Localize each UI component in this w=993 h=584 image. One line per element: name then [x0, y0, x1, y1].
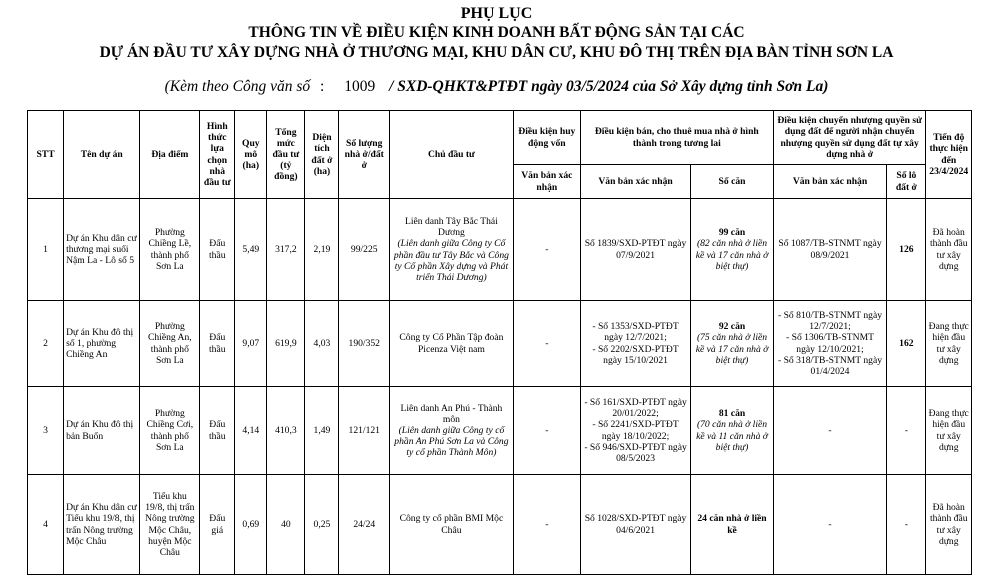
row-investment: 40 — [267, 475, 305, 575]
col-progress: Tiến độ thực hiện đến 23/4/2024 — [926, 111, 972, 199]
investor-main: Công ty cổ phần BMI Mộc Châu — [399, 513, 504, 536]
row-mobilize-doc: - — [513, 199, 580, 301]
col-investor: Chủ đầu tư — [390, 111, 514, 199]
row-land-area: 4,03 — [305, 301, 339, 387]
row-transfer-doc — [773, 301, 886, 387]
row-house-count: 121/121 — [339, 387, 390, 475]
row-stt: 4 — [28, 475, 64, 575]
row-selection: Đấu thầu — [200, 199, 235, 301]
row-investment: 410,3 — [267, 387, 305, 475]
transfer-doc-line: - Số 1306/TB-STNMT ngày 12/10/2021; — [786, 332, 874, 355]
row-investor — [390, 199, 514, 301]
sale-count-main: 81 căn — [718, 408, 746, 420]
sale-doc-line: - Số 2202/SXD-PTĐT ngày 15/10/2021 — [592, 343, 679, 366]
row-mobilize-doc: - — [513, 301, 580, 387]
row-selection: Đấu giá — [200, 475, 235, 575]
row-house-count: 190/352 — [339, 301, 390, 387]
row-location: Tiểu khu 19/8, thị trấn Nông trường Mộc Châu, huyện Mộc Châu — [140, 475, 200, 575]
sale-doc-line: - Số 946/SXD-PTĐT ngày 08/5/2023 — [584, 441, 687, 464]
row-progress: Đang thực hiện đầu tư xây dựng — [926, 301, 972, 387]
reference-suffix: / SXD-QHKT&PTĐT ngày 03/5/2024 của Sở Xây dựng tỉnh Sơn La) — [389, 78, 829, 95]
row-selection: Đấu thầu — [200, 301, 235, 387]
row-sale-doc: Số 1028/SXD-PTĐT ngày 04/6/2021 — [580, 475, 690, 575]
row-investment: 619,9 — [267, 301, 305, 387]
row-stt: 2 — [28, 301, 64, 387]
row-transfer-doc: - — [773, 475, 886, 575]
table-row — [28, 475, 972, 575]
row-name: Dự án Khu đô thị bản Buổn — [64, 387, 140, 475]
row-mobilize-doc: - — [513, 387, 580, 475]
row-land-area: 2,19 — [305, 199, 339, 301]
row-name: Dự án Khu dân cư Tiểu khu 19/8, thị trấn Nông trường Mộc Châu — [64, 475, 140, 575]
row-sale-count — [691, 387, 774, 475]
col-investment: Tổng mức đầu tư (tỷ đồng) — [267, 111, 305, 199]
sale-doc-line: - Số 161/SXD-PTĐT ngày 20/01/2022; — [584, 397, 687, 420]
row-house-count: 24/24 — [339, 475, 390, 575]
sale-doc-line: - Số 1353/SXD-PTĐT ngày 12/7/2021; — [592, 321, 679, 344]
col-sale-doc: Văn bản xác nhận — [580, 165, 690, 199]
reference-prefix: (Kèm theo Công văn số — [164, 78, 311, 95]
col-mobilize-doc: Văn bản xác nhận — [513, 165, 580, 199]
col-house-count: Số lượng nhà ở/đất ở — [339, 111, 390, 199]
investor-main: Liên danh An Phú - Thành môn — [400, 402, 503, 425]
col-land-area: Diện tích đất ở (ha) — [305, 111, 339, 199]
row-transfer-count: 162 — [887, 301, 926, 387]
col-transfer-doc: Văn bản xác nhận — [773, 165, 886, 199]
col-location: Địa điểm — [140, 111, 200, 199]
col-transfer-count: Số lô đất ở — [887, 165, 926, 199]
col-selection: Hình thức lựa chọn nhà đầu tư — [200, 111, 235, 199]
document-reference — [0, 78, 993, 96]
row-investor — [390, 387, 514, 475]
sale-doc-line: - Số 2241/SXD-PTĐT ngày 18/10/2022; — [592, 419, 679, 442]
investor-main: Công ty Cổ Phần Tập đoàn Picenza Việt nam — [399, 332, 504, 355]
col-mobilize: Điều kiện huy động vốn — [513, 111, 580, 165]
reference-number: 1009 — [344, 78, 376, 95]
sale-count-main: 99 căn — [718, 227, 746, 239]
investor-sub: (Liên danh giữa Công ty Cổ phần đầu tư Tây Bắc và Công ty Cổ phần Xây dựng và Phát triển Thái Dương) — [393, 238, 509, 283]
row-location: Phường Chiềng Lề, thành phố Sơn La — [140, 199, 200, 301]
row-name: Dự án Khu đô thị số 1, phường Chiềng An — [64, 301, 140, 387]
row-progress: Đã hoàn thành đầu tư xây dựng — [926, 199, 972, 301]
row-sale-doc — [580, 301, 690, 387]
row-transfer-doc: - — [773, 387, 886, 475]
row-transfer-count: - — [887, 387, 926, 475]
sale-count-sub: (75 căn nhà ở liền kề và 17 căn nhà ở biệt thự) — [695, 332, 769, 366]
row-scale: 9,07 — [235, 301, 267, 387]
row-progress: Đã hoàn thành đầu tư xây dựng — [926, 475, 972, 575]
row-land-area: 0,25 — [305, 475, 339, 575]
col-sale: Điều kiện bán, cho thuê mua nhà ở hình thành trong tương lai — [580, 111, 773, 165]
sale-count-sub: (82 căn nhà ở liền kề và 17 căn nhà ở biệt thự) — [695, 238, 769, 272]
sale-count-sub: (70 căn nhà ở liền kề và 11 căn nhà ở biệt thự) — [696, 419, 768, 453]
row-transfer-count: 126 — [887, 199, 926, 301]
row-sale-count — [691, 301, 774, 387]
row-scale: 0,69 — [235, 475, 267, 575]
investor-sub: (Liên danh giữa Công ty cổ phần An Phú Sơn La và Công ty cổ phần Thành Môn) — [394, 424, 509, 459]
transfer-doc-line: - Số 318/TB-STNMT ngày 01/4/2024 — [778, 354, 883, 377]
row-stt: 3 — [28, 387, 64, 475]
col-transfer: Điều kiện chuyển nhượng quyền sử dụng đất để người nhận chuyển nhượng quyền sử dụng đất tự xây dựng nhà ở — [773, 111, 926, 165]
document-title-line2: DỰ ÁN ĐẦU TƯ XÂY DỰNG NHÀ Ở THƯƠNG MẠI, KHU DÂN CƯ, KHU ĐÔ THỊ TRÊN ĐỊA BÀN TỈNH SƠN LA — [99, 44, 894, 61]
sale-count-main: 92 căn — [718, 321, 746, 333]
reference-colon: : — [320, 78, 325, 95]
row-sale-count: 24 căn nhà ở liền kề — [691, 475, 774, 575]
row-sale-count — [691, 199, 774, 301]
col-sale-count: Số căn — [691, 165, 774, 199]
row-investor — [390, 475, 514, 575]
row-house-count: 99/225 — [339, 199, 390, 301]
row-sale-doc — [580, 387, 690, 475]
investor-main: Liên danh Tây Bắc Thái Dương — [404, 216, 498, 239]
col-name: Tên dự án — [64, 111, 140, 199]
row-land-area: 1,49 — [305, 387, 339, 475]
row-scale: 4,14 — [235, 387, 267, 475]
row-name: Dự án Khu dân cư thương mại suối Nậm La - Lô số 5 — [64, 199, 140, 301]
row-location: Phường Chiềng An, thành phố Sơn La — [140, 301, 200, 387]
col-stt: STT — [28, 111, 64, 199]
table-row — [28, 199, 972, 301]
row-stt: 1 — [28, 199, 64, 301]
row-location: Phường Chiềng Cơi, thành phố Sơn La — [140, 387, 200, 475]
table-row — [28, 387, 972, 475]
row-investment: 317,2 — [267, 199, 305, 301]
appendix-title: PHỤ LỤC — [460, 5, 533, 22]
projects-table — [27, 110, 972, 575]
row-sale-doc: Số 1839/SXD-PTĐT ngày 07/9/2021 — [580, 199, 690, 301]
transfer-doc-line: - Số 810/TB-STNMT ngày 12/7/2021; — [778, 310, 883, 333]
col-scale: Quy mô (ha) — [235, 111, 267, 199]
table-row — [28, 301, 972, 387]
row-progress: Đang thực hiện đầu tư xây dựng — [926, 387, 972, 475]
row-mobilize-doc: - — [513, 475, 580, 575]
row-selection: Đấu thầu — [200, 387, 235, 475]
document-title-line1: THÔNG TIN VỀ ĐIỀU KIỆN KINH DOANH BẤT ĐỘNG SẢN TẠI CÁC — [248, 24, 745, 41]
row-scale: 5,49 — [235, 199, 267, 301]
row-transfer-count: - — [887, 475, 926, 575]
row-transfer-doc: Số 1087/TB-STNMT ngày 08/9/2021 — [773, 199, 886, 301]
row-investor — [390, 301, 514, 387]
